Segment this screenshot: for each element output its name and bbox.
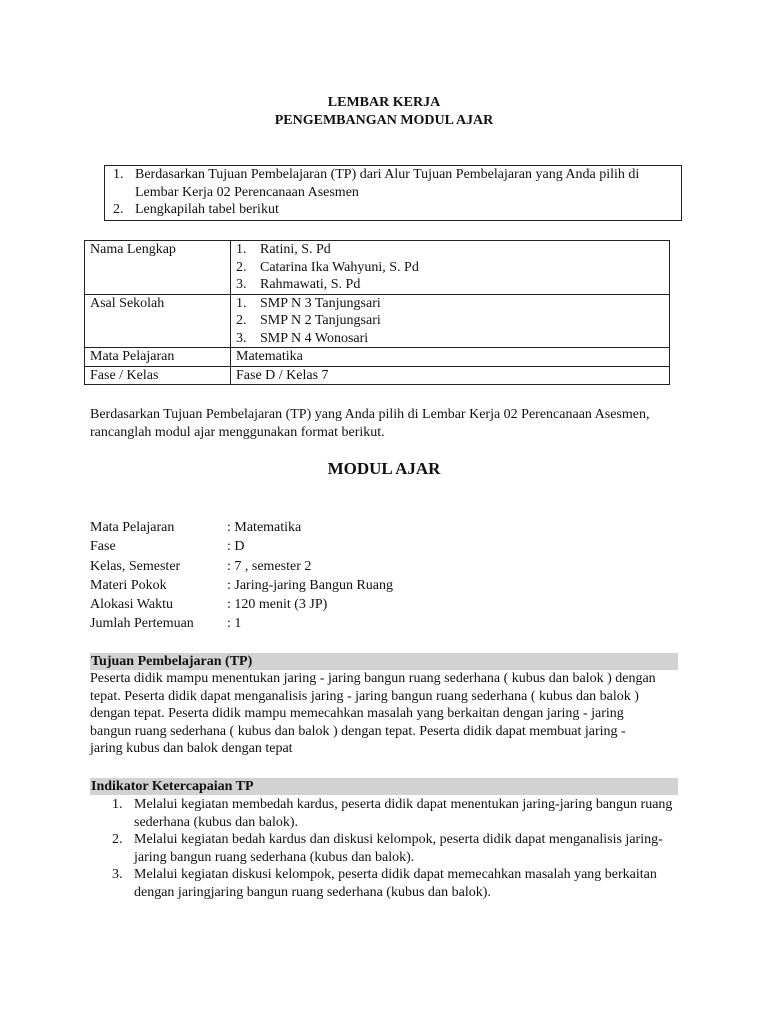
document-title: LEMBAR KERJA [327,95,441,110]
meta-row [90,577,393,596]
list-item [236,295,664,313]
instruction-box [104,165,682,221]
sekolah-label: Asal Sekolah [85,294,231,348]
list-number: 3. [112,867,123,882]
fase-label: Fase / Kelas [85,366,231,385]
list-item [236,330,664,348]
modul-heading: MODUL AJAR [327,459,441,478]
list-item [236,259,664,277]
list-number: 1. [236,242,247,257]
meta-value: : 120 menit (3 JP) [227,597,328,613]
tujuan-paragraph: Peserta didik mampu menentukan jaring - jaring bangun ruang sederhana ( kubus dan balok ) dengan tepat. Peserta didik dapat menganalisis jaring - jaring bangun ruang sederhana ( kubus dan balok ) dengan tepat. Peserta didik mampu memecahkan masalah yang berkaitan dengan jaring - jaring bangun ruang sederhana ( kubus dan balok ) dengan tepat. Peserta didik dapat membuat jaring - jaring kubus dan balok dengan tepat [90,671,656,756]
table-row [85,366,670,385]
mapel-value: Matematika [231,348,670,367]
instruction-text: Berdasarkan Tujuan Pembelajaran (TP) dari Alur Tujuan Pembelajaran yang Anda pilih di Lembar Kerja 02 Perencanaan Asesmen [135,167,640,200]
list-number: 2. [236,313,247,328]
meta-key: Jumlah Pertemuan [90,616,194,632]
list-number: 1. [236,295,247,311]
name-text: Ratini, S. Pd [260,242,331,257]
list-number: 3. [236,277,247,292]
list-item [112,796,682,831]
nama-label: Nama Lengkap [85,241,231,295]
instruction-text: Lengkapilah tabel berikut [135,202,279,217]
meta-value: : D [227,539,245,555]
intro-paragraph: Berdasarkan Tujuan Pembelajaran (TP) yang Anda pilih di Lembar Kerja 02 Perencanaan Asesmen, rancanglah modul ajar menggunakan format berikut. [90,407,650,440]
table-row [85,348,670,367]
list-number: 1. [113,167,124,182]
list-item [112,831,682,866]
list-number: 2. [112,832,123,847]
meta-key: Materi Pokok [90,577,167,593]
list-item [236,276,664,294]
instruction-list [105,166,681,219]
list-item [236,312,664,330]
meta-key: Mata Pelajaran [90,520,175,535]
meta-row [90,615,393,634]
meta-value: : Matematika [227,520,302,535]
indikator-text: Melalui kegiatan bedah kardus dan diskusi kelompok, peserta didik dapat menganalisis jaring-jaring bangun ruang sederhana (kubus dan balok). [134,832,663,865]
meta-key: Alokasi Waktu [90,597,173,613]
instruction-item [113,201,675,219]
name-text: Rahmawati, S. Pd [260,277,361,292]
sekolah-values [231,294,670,348]
table-row [85,241,670,295]
fase-value: Fase D / Kelas 7 [231,366,670,385]
list-item [112,866,682,901]
meta-row [90,558,393,577]
meta-value: : 7 , semester 2 [227,558,312,574]
tujuan-heading: Tujuan Pembelajaran (TP) [90,653,678,670]
identity-table [84,240,670,385]
meta-value: : 1 [227,616,242,632]
indikator-list [112,796,682,901]
meta-row [90,596,393,615]
modul-meta [90,519,393,635]
table-row [85,294,670,348]
list-item [236,241,664,259]
school-text: SMP N 4 Wonosari [260,330,369,346]
indikator-text: Melalui kegiatan membedah kardus, peserta didik dapat menentukan jaring-jaring bangun ruang sederhana (kubus dan balok). [134,797,673,830]
school-text: SMP N 2 Tanjungsari [260,313,381,328]
meta-key: Kelas, Semester [90,558,181,574]
instruction-item [113,166,675,201]
school-text: SMP N 3 Tanjungsari [260,295,381,311]
document-subtitle: PENGEMBANGAN MODUL AJAR [274,113,494,128]
list-number: 2. [236,259,247,275]
nama-values [231,241,670,295]
list-number: 1. [112,797,123,812]
name-text: Catarina Ika Wahyuni, S. Pd [260,259,419,275]
meta-value: : Jaring-jaring Bangun Ruang [227,577,394,593]
meta-row [90,538,393,557]
mapel-label: Mata Pelajaran [85,348,231,367]
meta-row [90,519,393,538]
indikator-text: Melalui kegiatan diskusi kelompok, peserta didik dapat memecahkan masalah yang berkaitan dengan jaringjaring bangun ruang sederhana (kubus dan balok). [134,867,657,900]
list-number: 2. [113,202,124,217]
meta-key: Fase [90,539,116,555]
list-number: 3. [236,330,247,346]
indikator-heading: Indikator Ketercapaian TP [90,778,678,795]
